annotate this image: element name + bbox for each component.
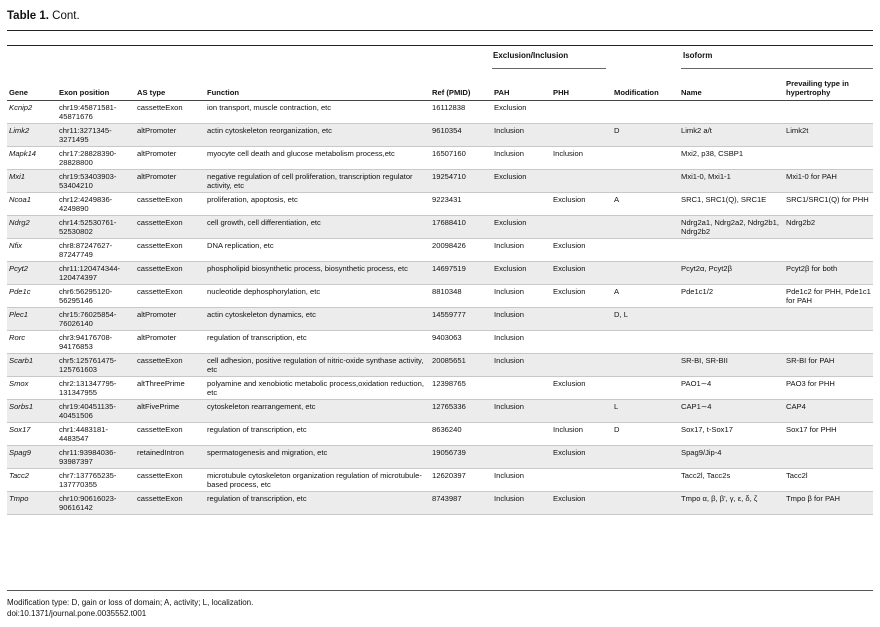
cell-pah (492, 446, 551, 469)
footnote (7, 597, 253, 619)
table-row (7, 446, 873, 469)
cell-pah: Inclusion (492, 239, 551, 262)
bottom-rule (7, 590, 873, 591)
cell-gene: Limk2 (7, 124, 57, 147)
cell-pah: Inclusion (492, 331, 551, 354)
cell-exon-position: chr1:4483181-4483547 (57, 423, 135, 446)
cell-function: actin cytoskeleton reorganization, etc (205, 124, 430, 147)
cell-modification (612, 469, 679, 492)
top-rule (7, 30, 873, 31)
cell-pah: Inclusion (492, 124, 551, 147)
col-header-name: Name (679, 71, 784, 101)
cell-ref: 14697519 (430, 262, 492, 285)
table-row (7, 423, 873, 446)
cell-gene: Plec1 (7, 308, 57, 331)
cell-prevailing (784, 308, 873, 331)
cell-function: nucleotide dephosphorylation, etc (205, 285, 430, 308)
header-rule (7, 45, 873, 46)
cell-phh (551, 170, 612, 193)
cell-ref: 9610354 (430, 124, 492, 147)
cell-function: myocyte cell death and glucose metabolism process,etc (205, 147, 430, 170)
cell-as-type: altPromoter (135, 124, 205, 147)
cell-function: ion transport, muscle contraction, etc (205, 101, 430, 124)
cell-gene: Smox (7, 377, 57, 400)
cell-function: regulation of transcription, etc (205, 423, 430, 446)
cell-isoform-name: Ndrg2a1, Ndrg2a2, Ndrg2b1, Ndrg2b2 (679, 216, 784, 239)
cell-as-type: cassetteExon (135, 101, 205, 124)
cell-prevailing: Tmpo β for PAH (784, 492, 873, 515)
cell-ref: 17688410 (430, 216, 492, 239)
cell-function: proliferation, apoptosis, etc (205, 193, 430, 216)
cell-prevailing: Pde1c2 for PHH, Pde1c1 for PAH (784, 285, 873, 308)
cell-function: cell growth, cell differentiation, etc (205, 216, 430, 239)
table-title-cont: Cont. (52, 10, 80, 22)
cell-modification: A (612, 285, 679, 308)
cell-function: spermatogenesis and migration, etc (205, 446, 430, 469)
cell-modification: D (612, 124, 679, 147)
col-header-prevailing: Prevailing type in hypertrophy (784, 71, 873, 101)
cell-isoform-name: Limk2 a/t (679, 124, 784, 147)
cell-isoform-name: Mxi2, p38, CSBP1 (679, 147, 784, 170)
cell-exon-position: chr19:45871581-45871676 (57, 101, 135, 124)
cell-prevailing: SRC1/SRC1(Q) for PHH (784, 193, 873, 216)
cell-function: DNA replication, etc (205, 239, 430, 262)
cell-exon-position: chr8:87247627-87247749 (57, 239, 135, 262)
cell-isoform-name: PAO1∼4 (679, 377, 784, 400)
cell-gene: Pcyt2 (7, 262, 57, 285)
cell-gene: Tacc2 (7, 469, 57, 492)
cell-prevailing (784, 147, 873, 170)
cell-gene: Ncoa1 (7, 193, 57, 216)
cell-as-type: cassetteExon (135, 354, 205, 377)
cell-function: regulation of transcription, etc (205, 492, 430, 515)
cell-phh: Exclusion (551, 285, 612, 308)
cell-modification: A (612, 193, 679, 216)
cell-modification (612, 101, 679, 124)
cell-isoform-name: SR-BI, SR-BII (679, 354, 784, 377)
cell-pah (492, 193, 551, 216)
cell-isoform-name (679, 308, 784, 331)
cell-prevailing: SR-BI for PAH (784, 354, 873, 377)
cell-as-type: cassetteExon (135, 469, 205, 492)
table-row (7, 216, 873, 239)
cell-modification (612, 354, 679, 377)
cell-exon-position: chr19:53403903-53404210 (57, 170, 135, 193)
cell-phh: Exclusion (551, 262, 612, 285)
cell-function: cytoskeleton rearrangement, etc (205, 400, 430, 423)
cell-exon-position: chr3:94176708-94176853 (57, 331, 135, 354)
cell-isoform-name (679, 331, 784, 354)
cell-ref: 12765336 (430, 400, 492, 423)
cell-exon-position: chr15:76025854-76026140 (57, 308, 135, 331)
cell-as-type: cassetteExon (135, 285, 205, 308)
cell-pah: Inclusion (492, 492, 551, 515)
cell-modification: L (612, 400, 679, 423)
cell-function: cell adhesion, positive regulation of nitric-oxide synthase activity, etc (205, 354, 430, 377)
cell-ref: 12398765 (430, 377, 492, 400)
cell-as-type: cassetteExon (135, 216, 205, 239)
cell-isoform-name: Tacc2l, Tacc2s (679, 469, 784, 492)
cell-prevailing (784, 239, 873, 262)
col-header-exon-position: Exon position (57, 71, 135, 101)
col-header-gene: Gene (7, 71, 57, 101)
cell-isoform-name (679, 101, 784, 124)
cell-prevailing: Tacc2l (784, 469, 873, 492)
cell-gene: Pde1c (7, 285, 57, 308)
table-row (7, 239, 873, 262)
cell-exon-position: chr7:137765235-137770355 (57, 469, 135, 492)
cell-ref: 20098426 (430, 239, 492, 262)
cell-ref: 14559777 (430, 308, 492, 331)
cell-gene: Scarb1 (7, 354, 57, 377)
cell-isoform-name: Mxi1-0, Mxi1-1 (679, 170, 784, 193)
cell-prevailing: Ndrg2b2 (784, 216, 873, 239)
data-table (7, 71, 873, 515)
cell-modification (612, 262, 679, 285)
col-header-modification: Modification (612, 71, 679, 101)
cell-ref: 8743987 (430, 492, 492, 515)
cell-as-type: altPromoter (135, 170, 205, 193)
table-row (7, 308, 873, 331)
cell-gene: Mapk14 (7, 147, 57, 170)
table-body (7, 101, 873, 515)
cell-phh: Exclusion (551, 193, 612, 216)
cell-function: phospholipid biosynthetic process, biosynthetic process, etc (205, 262, 430, 285)
header-row (7, 71, 873, 101)
cell-exon-position: chr5:125761475-125761603 (57, 354, 135, 377)
cell-exon-position: chr12:4249836-4249890 (57, 193, 135, 216)
cell-modification (612, 377, 679, 400)
table-row (7, 147, 873, 170)
cell-gene: Tmpo (7, 492, 57, 515)
table-row (7, 193, 873, 216)
cell-ref: 9403063 (430, 331, 492, 354)
cell-gene: Mxi1 (7, 170, 57, 193)
cell-as-type: altPromoter (135, 331, 205, 354)
table-title-label: Table 1. (7, 10, 49, 22)
cell-modification: D, L (612, 308, 679, 331)
cell-phh (551, 331, 612, 354)
cell-pah: Inclusion (492, 400, 551, 423)
table-title (7, 10, 80, 22)
cell-phh: Exclusion (551, 492, 612, 515)
cell-phh (551, 124, 612, 147)
cell-modification (612, 239, 679, 262)
cell-ref: 8636240 (430, 423, 492, 446)
cell-prevailing: Limk2t (784, 124, 873, 147)
cell-isoform-name: Tmpo α, β, β', γ, ε, δ, ζ (679, 492, 784, 515)
cell-gene: Sox17 (7, 423, 57, 446)
cell-function: microtubule cytoskeleton organization regulation of microtubule-based process, etc (205, 469, 430, 492)
cell-prevailing (784, 446, 873, 469)
table-row (7, 262, 873, 285)
cell-modification (612, 170, 679, 193)
cell-as-type: cassetteExon (135, 239, 205, 262)
cell-ref: 8810348 (430, 285, 492, 308)
cell-prevailing (784, 101, 873, 124)
cell-pah: Exclusion (492, 101, 551, 124)
cell-phh: Inclusion (551, 147, 612, 170)
cell-exon-position: chr17:28828390-28828800 (57, 147, 135, 170)
cell-function: negative regulation of cell proliferation, transcription regulator activity, etc (205, 170, 430, 193)
cell-gene: Ndrg2 (7, 216, 57, 239)
cell-exon-position: chr11:120474344-120474397 (57, 262, 135, 285)
group-line-exclusion-inclusion (492, 68, 606, 69)
cell-phh: Exclusion (551, 446, 612, 469)
cell-exon-position: chr2:131347795-131347955 (57, 377, 135, 400)
cell-exon-position: chr14:52530761-52530802 (57, 216, 135, 239)
cell-pah: Inclusion (492, 285, 551, 308)
cell-isoform-name: Spag9/Jip-4 (679, 446, 784, 469)
cell-function: regulation of transcription, etc (205, 331, 430, 354)
cell-prevailing (784, 331, 873, 354)
cell-ref: 16112838 (430, 101, 492, 124)
cell-gene: Spag9 (7, 446, 57, 469)
cell-isoform-name (679, 239, 784, 262)
cell-pah: Inclusion (492, 354, 551, 377)
group-header-exclusion-inclusion: Exclusion/Inclusion (493, 51, 569, 60)
cell-prevailing: CAP4 (784, 400, 873, 423)
cell-as-type: cassetteExon (135, 492, 205, 515)
cell-isoform-name: CAP1∼4 (679, 400, 784, 423)
cell-phh (551, 216, 612, 239)
group-line-isoform (681, 68, 873, 69)
cell-isoform-name: SRC1, SRC1(Q), SRC1E (679, 193, 784, 216)
cell-exon-position: chr11:3271345-3271495 (57, 124, 135, 147)
cell-phh (551, 400, 612, 423)
col-header-phh: PHH (551, 71, 612, 101)
cell-modification: D (612, 423, 679, 446)
cell-pah: Exclusion (492, 262, 551, 285)
table-row (7, 492, 873, 515)
cell-as-type: cassetteExon (135, 423, 205, 446)
cell-as-type: cassetteExon (135, 193, 205, 216)
col-header-ref: Ref (PMID) (430, 71, 492, 101)
table-row (7, 124, 873, 147)
cell-as-type: altPromoter (135, 308, 205, 331)
cell-isoform-name: Sox17, t-Sox17 (679, 423, 784, 446)
cell-modification (612, 216, 679, 239)
cell-exon-position: chr19:40451135-40451506 (57, 400, 135, 423)
cell-pah: Exclusion (492, 170, 551, 193)
table-row (7, 377, 873, 400)
footnote-doi: doi:10.1371/journal.pone.0035552.t001 (7, 609, 147, 618)
footnote-modification-legend: Modification type: D, gain or loss of domain; A, activity; L, localization. (7, 598, 254, 607)
cell-modification (612, 147, 679, 170)
cell-pah: Inclusion (492, 469, 551, 492)
table-row (7, 354, 873, 377)
cell-as-type: retainedIntron (135, 446, 205, 469)
cell-ref: 19254710 (430, 170, 492, 193)
cell-exon-position: chr10:90616023-90616142 (57, 492, 135, 515)
cell-isoform-name: Pde1c1/2 (679, 285, 784, 308)
cell-phh (551, 469, 612, 492)
group-header-isoform: Isoform (683, 51, 713, 60)
cell-gene: Sorbs1 (7, 400, 57, 423)
cell-phh: Inclusion (551, 423, 612, 446)
cell-modification (612, 446, 679, 469)
col-header-as-type: AS type (135, 71, 205, 101)
cell-ref: 12620397 (430, 469, 492, 492)
cell-phh (551, 354, 612, 377)
cell-phh (551, 308, 612, 331)
table-row (7, 331, 873, 354)
table-row (7, 170, 873, 193)
cell-phh: Exclusion (551, 377, 612, 400)
cell-ref: 20085651 (430, 354, 492, 377)
cell-gene: Kcnip2 (7, 101, 57, 124)
cell-gene: Nfix (7, 239, 57, 262)
cell-as-type: altThreePrime (135, 377, 205, 400)
table-row (7, 285, 873, 308)
cell-function: actin cytoskeleton dynamics, etc (205, 308, 430, 331)
cell-prevailing: Mxi1-0 for PAH (784, 170, 873, 193)
cell-gene: Rorc (7, 331, 57, 354)
cell-exon-position: chr6:56295120-56295146 (57, 285, 135, 308)
cell-ref: 9223431 (430, 193, 492, 216)
cell-prevailing: Pcyt2β for both (784, 262, 873, 285)
cell-as-type: altFivePrime (135, 400, 205, 423)
cell-modification (612, 331, 679, 354)
cell-as-type: cassetteExon (135, 262, 205, 285)
col-header-function: Function (205, 71, 430, 101)
cell-modification (612, 492, 679, 515)
cell-phh: Exclusion (551, 239, 612, 262)
col-header-pah: PAH (492, 71, 551, 101)
cell-pah (492, 423, 551, 446)
cell-as-type: altPromoter (135, 147, 205, 170)
cell-function: polyamine and xenobiotic metabolic process,oxidation reduction, etc (205, 377, 430, 400)
cell-prevailing: Sox17 for PHH (784, 423, 873, 446)
cell-ref: 16507160 (430, 147, 492, 170)
cell-pah: Inclusion (492, 308, 551, 331)
table-row (7, 400, 873, 423)
cell-pah: Inclusion (492, 147, 551, 170)
table-row (7, 101, 873, 124)
cell-pah (492, 377, 551, 400)
cell-isoform-name: Pcyt2α, Pcyt2β (679, 262, 784, 285)
table-row (7, 469, 873, 492)
cell-exon-position: chr11:93984036-93987397 (57, 446, 135, 469)
cell-ref: 19056739 (430, 446, 492, 469)
cell-phh (551, 101, 612, 124)
cell-prevailing: PAO3 for PHH (784, 377, 873, 400)
cell-pah: Exclusion (492, 216, 551, 239)
